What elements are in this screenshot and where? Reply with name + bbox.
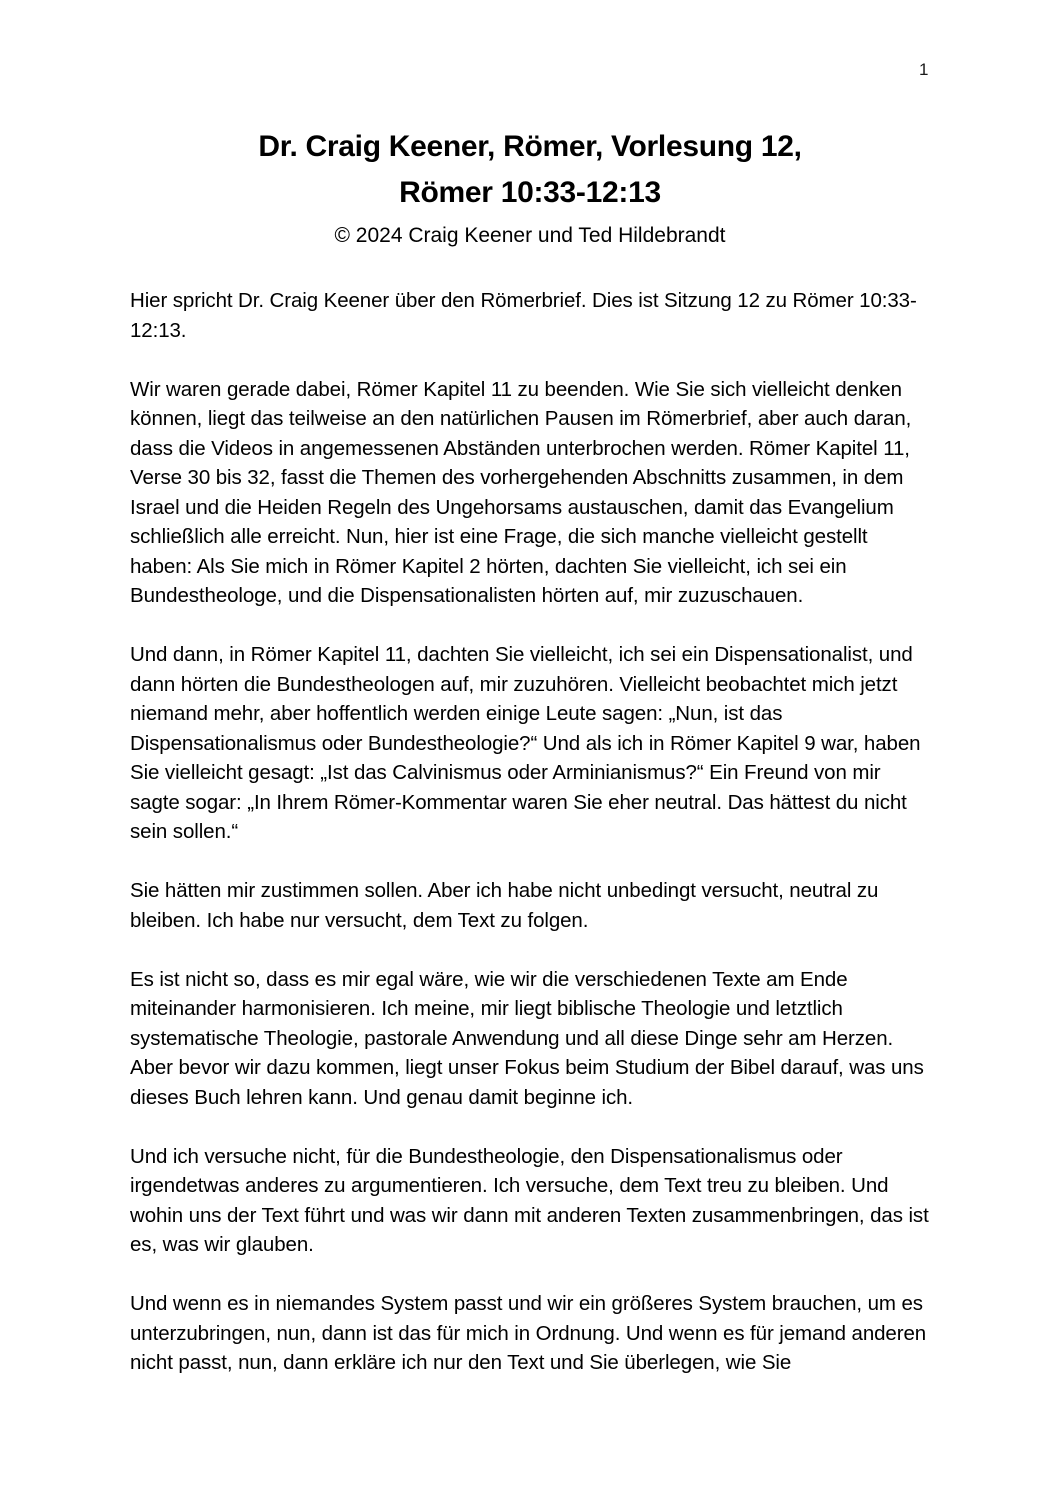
document-body — [130, 124, 930, 1407]
page-number: 1 — [919, 60, 929, 79]
paragraph: Sie hätten mir zustimmen sollen. Aber ich habe nicht unbedingt versucht, neutral zu bleiben. Ich habe nur versucht, dem Text zu folgen. — [130, 879, 879, 932]
paragraph: Hier spricht Dr. Craig Keener über den Römerbrief. Dies ist Sitzung 12 zu Römer 10:33-12:13. — [130, 289, 917, 342]
paragraph-container — [130, 286, 930, 1378]
paragraph: Und wenn es in niemandes System passt und wir ein größeres System brauchen, um es unterzubringen, nun, dann ist das für mich in Ordnung. Und wenn es für jemand anderen nicht passt, nun, dann erkläre ich nur den Text und Sie überlegen, wie Sie — [130, 1292, 927, 1374]
document-title — [130, 124, 930, 216]
paragraph: Und dann, in Römer Kapitel 11, dachten Sie vielleicht, ich sei ein Dispensationalist, und dann hörten die Bundestheologen auf, mir zuzuhören. Vielleicht beobachtet mich jetzt niemand mehr, aber hoffentlich werden einige Leute sagen: „Nun, ist das Dispensationalismus oder Bundestheologie?“ Und als ich in Römer Kapitel 9 war, haben Sie vielleicht gesagt: „Ist das Calvinismus oder Arminianismus?“ Ein Freund von mir sagte sogar: „In Ihrem Römer-Kommentar waren Sie eher neutral. Das hättest du nicht sein sollen.“ — [130, 643, 921, 843]
paragraph: Es ist nicht so, dass es mir egal wäre, wie wir die verschiedenen Texte am Ende miteinander harmonisieren. Ich meine, mir liegt biblische Theologie und letztlich systematische Theologie, pastorale Anwendung und all diese Dinge sehr am Herzen. Aber bevor wir dazu kommen, liegt unser Fokus beim Studium der Bibel darauf, was uns dieses Buch lehren kann. Und genau damit beginne ich. — [130, 967, 924, 1109]
document-title-line-1: Dr. Craig Keener, Römer, Vorlesung 12, — [258, 130, 802, 163]
copyright-line: © 2024 Craig Keener und Ted Hildebrandt — [334, 224, 726, 247]
paragraph: Wir waren gerade dabei, Römer Kapitel 11 zu beenden. Wie Sie sich vielleicht denken können, liegt das teilweise an den natürlichen Pausen im Römerbrief, aber auch daran, dass die Videos in angemessenen Abständen unterbrochen werden. Römer Kapitel 11, Verse 30 bis 32, fasst die Themen des vorhergehenden Abschnitts zusammen, in dem Israel und die Heiden Regeln des Ungehorsams austauschen, damit das Evangelium schließlich alle erreicht. Nun, hier ist eine Frage, die sich manche vielleicht gestellt haben: Als Sie mich in Römer Kapitel 2 hörten, dachten Sie vielleicht, ich sei ein Bundestheologe, und die Dispensationalisten hörten auf, mir zuzuschauen. — [130, 377, 912, 607]
document-title-line-2: Römer 10:33-12:13 — [399, 176, 661, 209]
paragraph: Und ich versuche nicht, für die Bundestheologie, den Dispensationalismus oder irgendetwas anderes zu argumentieren. Ich versuche, dem Text treu zu bleiben. Und wohin uns der Text führt und was wir dann mit anderen Texten zusammenbringen, das ist es, was wir glauben. — [130, 1144, 929, 1256]
